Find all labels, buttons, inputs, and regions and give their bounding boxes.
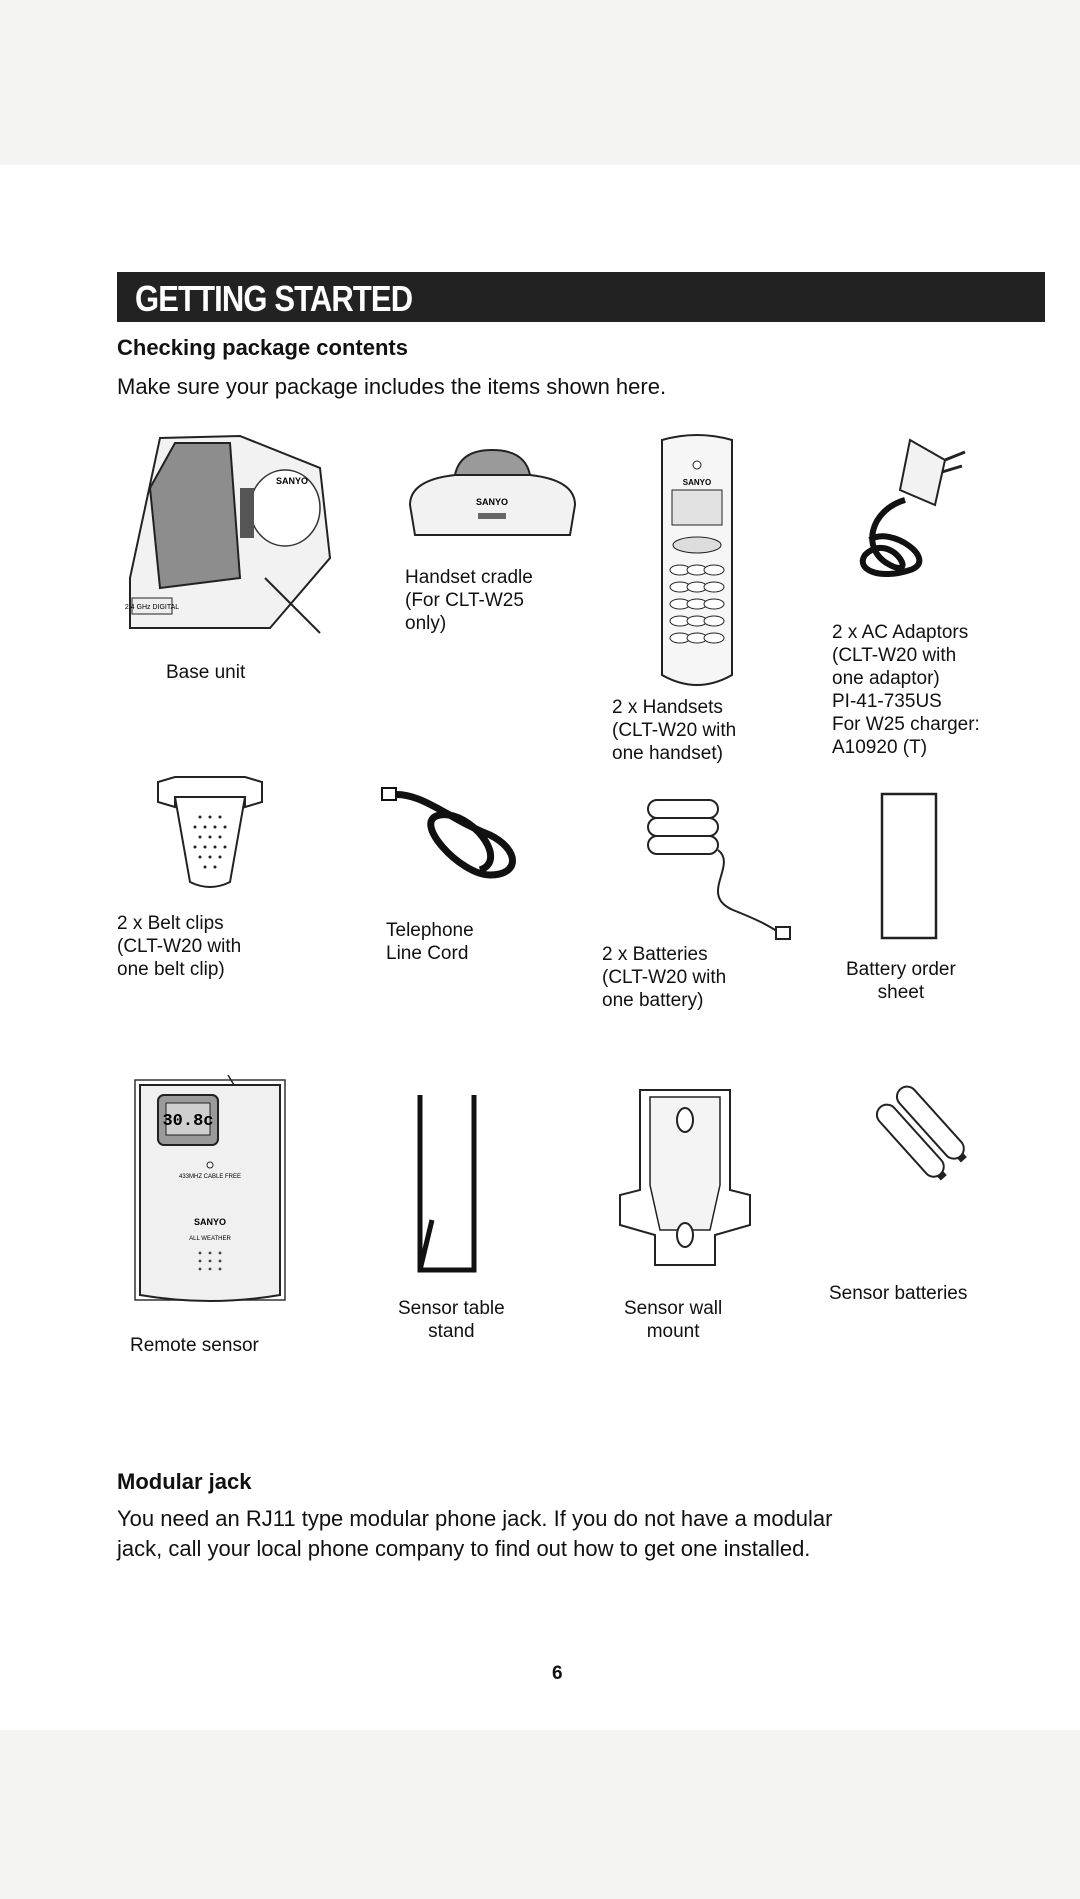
sensor-wall-mount-illustration xyxy=(615,1085,755,1270)
caption-sensor-wall-mount: Sensor wall mount xyxy=(624,1298,723,1342)
caption-handset-cradle: Handset cradle (For CLT-W25 only) xyxy=(405,567,533,634)
caption-ac-adaptors: 2 x AC Adaptors (CLT-W20 with one adaptor) PI-41-735US For W25 charger: A10920 (T) xyxy=(832,622,980,758)
modular-jack-text xyxy=(117,1504,832,1564)
remote-sensor-illustration xyxy=(130,1075,290,1310)
checking-heading: Checking package contents xyxy=(117,335,408,360)
battery-order-sheet-illustration xyxy=(880,792,940,942)
caption-batteries: 2 x Batteries (CLT-W20 with one battery) xyxy=(602,944,727,1011)
modular-jack-text-line: You need an RJ11 type modular phone jack. If you do not have a modular xyxy=(117,1506,833,1531)
base-badge: 2.4 GHz DIGITAL xyxy=(124,604,180,611)
sensor-label: ALL WEATHER xyxy=(189,1236,231,1242)
sensor-table-stand-illustration xyxy=(412,1090,482,1280)
line-cord-illustration xyxy=(380,780,530,890)
caption-sensor-table-stand: Sensor table stand xyxy=(398,1298,505,1342)
caption-line-cord: Telephone Line Cord xyxy=(386,920,474,964)
base-brand: SANYO xyxy=(275,476,309,486)
sensor-brand: SANYO xyxy=(193,1217,227,1227)
base-unit-illustration xyxy=(120,428,340,638)
caption-remote-sensor: Remote sensor xyxy=(130,1335,259,1356)
belt-clip-illustration xyxy=(150,772,270,892)
handset-cradle-illustration xyxy=(400,445,585,545)
ac-adaptor-illustration xyxy=(850,430,980,580)
caption-base-unit: Base unit xyxy=(166,662,246,683)
sensor-display: 30.8c xyxy=(162,1112,214,1131)
page-number: 6 xyxy=(552,1663,563,1684)
checking-intro: Make sure your package includes the items shown here. xyxy=(117,374,667,399)
cradle-brand: SANYO xyxy=(475,497,509,507)
battery-pack-illustration xyxy=(638,795,798,945)
section-title: GETTING STARTED xyxy=(135,278,413,319)
sensor-batteries-illustration xyxy=(865,1080,975,1185)
section-header-bar xyxy=(117,272,1045,322)
caption-handsets: 2 x Handsets (CLT-W20 with one handset) xyxy=(612,697,737,764)
sensor-band: 433MHZ CABLE FREE xyxy=(178,1174,242,1180)
modular-jack-text-line: jack, call your local phone company to find out how to get one installed. xyxy=(117,1536,811,1561)
handset-illustration xyxy=(652,430,742,695)
caption-battery-sheet: Battery order sheet xyxy=(846,959,956,1003)
modular-jack-heading: Modular jack xyxy=(117,1469,252,1494)
caption-sensor-batteries: Sensor batteries xyxy=(829,1283,968,1304)
handset-brand: SANYO xyxy=(682,478,712,487)
caption-belt-clips: 2 x Belt clips (CLT-W20 with one belt clip) xyxy=(117,913,242,980)
